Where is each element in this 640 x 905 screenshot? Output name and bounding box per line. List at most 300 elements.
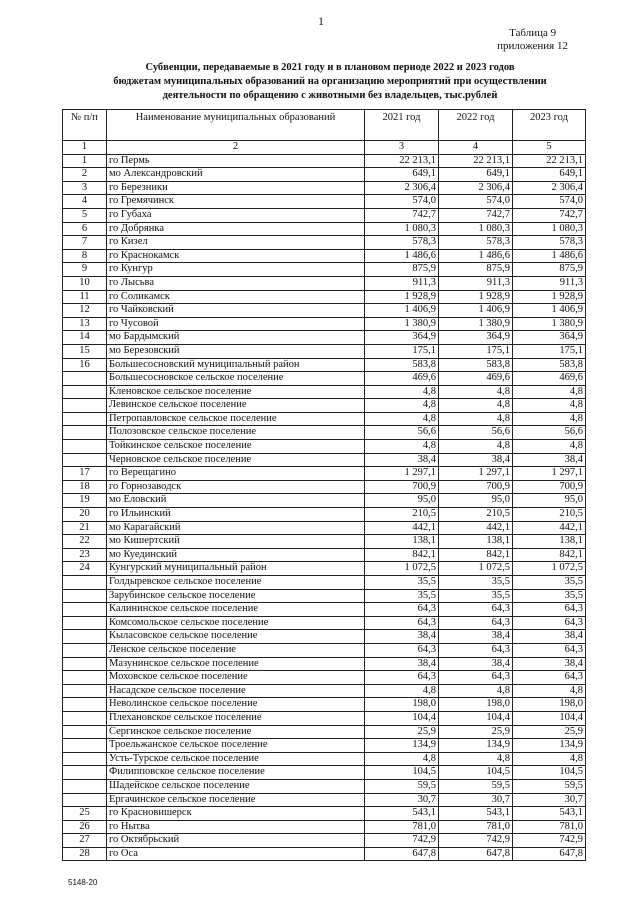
value-2023-cell: 95,0 <box>513 494 586 508</box>
value-2022-cell: 4,8 <box>439 412 513 426</box>
value-2021-cell: 2 306,4 <box>365 181 439 195</box>
value-2021-cell: 700,9 <box>365 480 439 494</box>
value-2022-cell: 1 406,9 <box>439 304 513 318</box>
municipality-name-cell: го Лысьва <box>107 276 365 290</box>
value-2022-cell: 578,3 <box>439 236 513 250</box>
value-2023-cell: 25,9 <box>513 725 586 739</box>
value-2022-cell: 38,4 <box>439 630 513 644</box>
municipality-name-cell: мо Бардымский <box>107 331 365 345</box>
table-row <box>63 603 586 617</box>
value-2022-cell: 4,8 <box>439 684 513 698</box>
value-2021-cell: 911,3 <box>365 276 439 290</box>
value-2023-cell: 198,0 <box>513 698 586 712</box>
row-number-cell <box>63 589 107 603</box>
row-number-cell: 11 <box>63 290 107 304</box>
row-number-cell <box>63 385 107 399</box>
value-2023-cell: 134,9 <box>513 739 586 753</box>
value-2022-cell: 35,5 <box>439 589 513 603</box>
value-2023-cell: 469,6 <box>513 372 586 386</box>
value-2022-cell: 574,0 <box>439 195 513 209</box>
table-row <box>63 453 586 467</box>
value-2022-cell: 1 072,5 <box>439 562 513 576</box>
value-2023-cell: 1 080,3 <box>513 222 586 236</box>
value-2023-cell: 22 213,1 <box>513 154 586 168</box>
table-row <box>63 385 586 399</box>
value-2021-cell: 59,5 <box>365 779 439 793</box>
value-2023-cell: 4,8 <box>513 684 586 698</box>
municipality-name-cell: мо Александровский <box>107 168 365 182</box>
value-2023-cell: 35,5 <box>513 576 586 590</box>
value-2021-cell: 442,1 <box>365 521 439 535</box>
table-row <box>63 236 586 250</box>
value-2022-cell: 56,6 <box>439 426 513 440</box>
row-number-cell <box>63 630 107 644</box>
municipality-name-cell: Усть-Турское сельское поселение <box>107 752 365 766</box>
value-2021-cell: 38,4 <box>365 657 439 671</box>
table-row <box>63 684 586 698</box>
value-2021-cell: 64,3 <box>365 671 439 685</box>
value-2022-cell: 649,1 <box>439 168 513 182</box>
municipality-name-cell: го Кизел <box>107 236 365 250</box>
municipality-name-cell: Ергачинское сельское поселение <box>107 793 365 807</box>
table-row <box>63 807 586 821</box>
value-2021-cell: 22 213,1 <box>365 154 439 168</box>
value-2023-cell: 442,1 <box>513 521 586 535</box>
table-row <box>63 739 586 753</box>
municipality-name-cell: мо Кишертский <box>107 535 365 549</box>
table-row <box>63 154 586 168</box>
value-2021-cell: 647,8 <box>365 847 439 861</box>
appendix-label: приложения 12 <box>497 40 568 52</box>
municipality-name-cell: Мазунинское сельское поселение <box>107 657 365 671</box>
value-2023-cell: 175,1 <box>513 344 586 358</box>
row-number-cell <box>63 711 107 725</box>
value-2023-cell: 4,8 <box>513 385 586 399</box>
value-2021-cell: 198,0 <box>365 698 439 712</box>
row-number-cell: 16 <box>63 358 107 372</box>
table-row <box>63 467 586 481</box>
table-row <box>63 344 586 358</box>
value-2023-cell: 911,3 <box>513 276 586 290</box>
value-2022-cell: 364,9 <box>439 331 513 345</box>
value-2023-cell: 1 072,5 <box>513 562 586 576</box>
municipality-name-cell: го Верещагино <box>107 467 365 481</box>
table-row <box>63 208 586 222</box>
table-row <box>63 548 586 562</box>
table-row <box>63 168 586 182</box>
row-number-cell <box>63 616 107 630</box>
value-2023-cell: 1 486,6 <box>513 249 586 263</box>
value-2022-cell: 38,4 <box>439 453 513 467</box>
row-number-cell: 26 <box>63 820 107 834</box>
column-number: 2 <box>107 141 365 155</box>
table-row <box>63 711 586 725</box>
value-2022-cell: 38,4 <box>439 657 513 671</box>
row-number-cell: 7 <box>63 236 107 250</box>
value-2021-cell: 1 928,9 <box>365 290 439 304</box>
table-header-row <box>63 110 586 141</box>
value-2022-cell: 64,3 <box>439 616 513 630</box>
value-2023-cell: 578,3 <box>513 236 586 250</box>
value-2023-cell: 56,6 <box>513 426 586 440</box>
value-2021-cell: 38,4 <box>365 630 439 644</box>
value-2021-cell: 469,6 <box>365 372 439 386</box>
value-2021-cell: 1 486,6 <box>365 249 439 263</box>
column-number: 3 <box>365 141 439 155</box>
municipality-name-cell: го Красновишерск <box>107 807 365 821</box>
value-2021-cell: 38,4 <box>365 453 439 467</box>
table-row <box>63 480 586 494</box>
table-row <box>63 276 586 290</box>
column-number: 4 <box>439 141 513 155</box>
value-2023-cell: 38,4 <box>513 657 586 671</box>
value-2021-cell: 364,9 <box>365 331 439 345</box>
value-2023-cell: 742,7 <box>513 208 586 222</box>
value-2022-cell: 30,7 <box>439 793 513 807</box>
subsidies-table <box>62 109 586 861</box>
value-2022-cell: 742,7 <box>439 208 513 222</box>
value-2023-cell: 649,1 <box>513 168 586 182</box>
row-number-cell: 23 <box>63 548 107 562</box>
value-2021-cell: 64,3 <box>365 616 439 630</box>
row-number-cell <box>63 779 107 793</box>
table-row <box>63 657 586 671</box>
value-2021-cell: 742,7 <box>365 208 439 222</box>
municipality-name-cell: Неволинское сельское поселение <box>107 698 365 712</box>
value-2022-cell: 35,5 <box>439 576 513 590</box>
table-row <box>63 834 586 848</box>
value-2023-cell: 35,5 <box>513 589 586 603</box>
municipality-name-cell: Ленское сельское поселение <box>107 643 365 657</box>
table-row <box>63 181 586 195</box>
row-number-cell <box>63 684 107 698</box>
row-number-cell: 20 <box>63 508 107 522</box>
municipality-name-cell: Насадское сельское поселение <box>107 684 365 698</box>
row-number-cell <box>63 725 107 739</box>
table-row <box>63 195 586 209</box>
table-row <box>63 576 586 590</box>
value-2021-cell: 875,9 <box>365 263 439 277</box>
value-2023-cell: 4,8 <box>513 440 586 454</box>
municipality-name-cell: Кыласовское сельское поселение <box>107 630 365 644</box>
value-2021-cell: 138,1 <box>365 535 439 549</box>
row-number-cell: 3 <box>63 181 107 195</box>
municipality-name-cell: мо Еловский <box>107 494 365 508</box>
value-2021-cell: 4,8 <box>365 412 439 426</box>
value-2023-cell: 1 928,9 <box>513 290 586 304</box>
row-number-cell <box>63 453 107 467</box>
value-2021-cell: 578,3 <box>365 236 439 250</box>
value-2023-cell: 38,4 <box>513 630 586 644</box>
column-number: 5 <box>513 141 586 155</box>
row-number-cell: 13 <box>63 317 107 331</box>
value-2021-cell: 104,4 <box>365 711 439 725</box>
value-2023-cell: 543,1 <box>513 807 586 821</box>
value-2023-cell: 210,5 <box>513 508 586 522</box>
value-2021-cell: 1 072,5 <box>365 562 439 576</box>
value-2022-cell: 104,5 <box>439 766 513 780</box>
value-2021-cell: 35,5 <box>365 589 439 603</box>
value-2023-cell: 59,5 <box>513 779 586 793</box>
municipality-name-cell: го Краснокамск <box>107 249 365 263</box>
row-number-cell: 5 <box>63 208 107 222</box>
value-2021-cell: 25,9 <box>365 725 439 739</box>
table-row <box>63 643 586 657</box>
row-number-cell <box>63 671 107 685</box>
value-2022-cell: 104,4 <box>439 711 513 725</box>
value-2022-cell: 742,9 <box>439 834 513 848</box>
value-2021-cell: 95,0 <box>365 494 439 508</box>
value-2021-cell: 104,5 <box>365 766 439 780</box>
table-row <box>63 508 586 522</box>
municipality-name-cell: го Горнозаводск <box>107 480 365 494</box>
value-2023-cell: 64,3 <box>513 616 586 630</box>
value-2022-cell: 1 297,1 <box>439 467 513 481</box>
value-2021-cell: 210,5 <box>365 508 439 522</box>
row-number-cell: 21 <box>63 521 107 535</box>
value-2022-cell: 95,0 <box>439 494 513 508</box>
value-2022-cell: 22 213,1 <box>439 154 513 168</box>
value-2022-cell: 583,8 <box>439 358 513 372</box>
row-number-cell <box>63 766 107 780</box>
column-header-no: № п/п <box>63 110 107 141</box>
value-2021-cell: 64,3 <box>365 603 439 617</box>
column-header-2021: 2021 год <box>365 110 439 141</box>
value-2021-cell: 1 406,9 <box>365 304 439 318</box>
row-number-cell <box>63 372 107 386</box>
row-number-cell: 6 <box>63 222 107 236</box>
municipality-name-cell: Комсомольское сельское поселение <box>107 616 365 630</box>
value-2022-cell: 134,9 <box>439 739 513 753</box>
value-2022-cell: 210,5 <box>439 508 513 522</box>
municipality-name-cell: мо Куединский <box>107 548 365 562</box>
value-2022-cell: 2 306,4 <box>439 181 513 195</box>
value-2022-cell: 700,9 <box>439 480 513 494</box>
table-row <box>63 521 586 535</box>
table-row <box>63 616 586 630</box>
table-row <box>63 562 586 576</box>
value-2022-cell: 64,3 <box>439 671 513 685</box>
municipality-name-cell: Кленовское сельское поселение <box>107 385 365 399</box>
municipality-name-cell: Калининское сельское поселение <box>107 603 365 617</box>
value-2023-cell: 875,9 <box>513 263 586 277</box>
value-2022-cell: 138,1 <box>439 535 513 549</box>
row-number-cell <box>63 399 107 413</box>
value-2022-cell: 25,9 <box>439 725 513 739</box>
value-2022-cell: 4,8 <box>439 752 513 766</box>
value-2021-cell: 4,8 <box>365 752 439 766</box>
municipality-name-cell: го Октябрьский <box>107 834 365 848</box>
document-title <box>70 61 590 103</box>
value-2021-cell: 4,8 <box>365 440 439 454</box>
municipality-name-cell: Черновское сельское поселение <box>107 453 365 467</box>
municipality-name-cell: го Пермь <box>107 154 365 168</box>
municipality-name-cell: Тойкинское сельское поселение <box>107 440 365 454</box>
row-number-cell: 9 <box>63 263 107 277</box>
value-2021-cell: 175,1 <box>365 344 439 358</box>
municipality-name-cell: Филипповское сельское поселение <box>107 766 365 780</box>
value-2022-cell: 4,8 <box>439 440 513 454</box>
table-row <box>63 399 586 413</box>
title-line-1: Субвенции, передаваемые в 2021 году и в плановом периоде 2022 и 2023 годов <box>145 62 515 73</box>
value-2022-cell: 4,8 <box>439 399 513 413</box>
value-2021-cell: 30,7 <box>365 793 439 807</box>
table-row <box>63 290 586 304</box>
table-row <box>63 494 586 508</box>
table-row <box>63 372 586 386</box>
value-2021-cell: 4,8 <box>365 385 439 399</box>
value-2023-cell: 781,0 <box>513 820 586 834</box>
value-2021-cell: 4,8 <box>365 399 439 413</box>
value-2021-cell: 842,1 <box>365 548 439 562</box>
table-label: Таблица 9 <box>509 27 557 39</box>
municipality-name-cell: Троельжанское сельское поселение <box>107 739 365 753</box>
value-2021-cell: 543,1 <box>365 807 439 821</box>
value-2021-cell: 781,0 <box>365 820 439 834</box>
row-number-cell: 27 <box>63 834 107 848</box>
table-row <box>63 426 586 440</box>
title-line-2: бюджетам муниципальных образований на организацию мероприятий при осуществлении <box>113 76 547 87</box>
municipality-name-cell: го Ильинский <box>107 508 365 522</box>
row-number-cell: 17 <box>63 467 107 481</box>
value-2021-cell: 1 080,3 <box>365 222 439 236</box>
row-number-cell <box>63 576 107 590</box>
column-header-name: Наименование муниципальных образований <box>107 110 365 141</box>
row-number-cell: 25 <box>63 807 107 821</box>
row-number-cell: 28 <box>63 847 107 861</box>
table-row <box>63 222 586 236</box>
row-number-cell <box>63 739 107 753</box>
table-row <box>63 412 586 426</box>
value-2021-cell: 742,9 <box>365 834 439 848</box>
municipality-name-cell: го Добрянка <box>107 222 365 236</box>
table-row <box>63 752 586 766</box>
table-caption <box>497 27 568 53</box>
table-row <box>63 317 586 331</box>
value-2022-cell: 1 380,9 <box>439 317 513 331</box>
municipality-name-cell: Зарубинское сельское поселение <box>107 589 365 603</box>
value-2023-cell: 2 306,4 <box>513 181 586 195</box>
municipality-name-cell: Большесосновское сельское поселение <box>107 372 365 386</box>
value-2023-cell: 138,1 <box>513 535 586 549</box>
value-2022-cell: 442,1 <box>439 521 513 535</box>
value-2022-cell: 1 080,3 <box>439 222 513 236</box>
column-numbers-row <box>63 141 586 155</box>
value-2021-cell: 134,9 <box>365 739 439 753</box>
value-2021-cell: 35,5 <box>365 576 439 590</box>
value-2022-cell: 1 486,6 <box>439 249 513 263</box>
municipality-name-cell: Плехановское сельское поселение <box>107 711 365 725</box>
municipality-name-cell: го Кунгур <box>107 263 365 277</box>
value-2022-cell: 175,1 <box>439 344 513 358</box>
value-2022-cell: 59,5 <box>439 779 513 793</box>
value-2023-cell: 4,8 <box>513 399 586 413</box>
row-number-cell <box>63 657 107 671</box>
value-2023-cell: 1 406,9 <box>513 304 586 318</box>
municipality-name-cell: го Оса <box>107 847 365 861</box>
table-row <box>63 331 586 345</box>
table-row <box>63 630 586 644</box>
row-number-cell: 4 <box>63 195 107 209</box>
municipality-name-cell: Левинское сельское поселение <box>107 399 365 413</box>
table-row <box>63 358 586 372</box>
value-2023-cell: 38,4 <box>513 453 586 467</box>
value-2023-cell: 30,7 <box>513 793 586 807</box>
municipality-name-cell: го Соликамск <box>107 290 365 304</box>
row-number-cell <box>63 412 107 426</box>
row-number-cell <box>63 698 107 712</box>
table-row <box>63 725 586 739</box>
value-2023-cell: 1 297,1 <box>513 467 586 481</box>
row-number-cell: 1 <box>63 154 107 168</box>
municipality-name-cell: го Нытва <box>107 820 365 834</box>
row-number-cell: 19 <box>63 494 107 508</box>
value-2022-cell: 911,3 <box>439 276 513 290</box>
value-2022-cell: 64,3 <box>439 603 513 617</box>
value-2022-cell: 842,1 <box>439 548 513 562</box>
value-2022-cell: 875,9 <box>439 263 513 277</box>
row-number-cell <box>63 752 107 766</box>
municipality-name-cell: Сергинское сельское поселение <box>107 725 365 739</box>
table-row <box>63 671 586 685</box>
value-2022-cell: 543,1 <box>439 807 513 821</box>
value-2021-cell: 574,0 <box>365 195 439 209</box>
table-row <box>63 589 586 603</box>
municipality-name-cell: мо Карагайский <box>107 521 365 535</box>
value-2023-cell: 574,0 <box>513 195 586 209</box>
value-2021-cell: 64,3 <box>365 643 439 657</box>
value-2021-cell: 56,6 <box>365 426 439 440</box>
value-2023-cell: 364,9 <box>513 331 586 345</box>
value-2023-cell: 64,3 <box>513 603 586 617</box>
municipality-name-cell: Большесосновский муниципальный район <box>107 358 365 372</box>
value-2023-cell: 64,3 <box>513 671 586 685</box>
value-2023-cell: 4,8 <box>513 752 586 766</box>
table-body <box>63 154 586 861</box>
value-2022-cell: 781,0 <box>439 820 513 834</box>
table-row <box>63 847 586 861</box>
title-line-3: деятельности по обращению с животными без владельцев, тыс.рублей <box>162 90 498 101</box>
value-2022-cell: 1 928,9 <box>439 290 513 304</box>
municipality-name-cell: Кунгурский муниципальный район <box>107 562 365 576</box>
row-number-cell: 8 <box>63 249 107 263</box>
table-row <box>63 779 586 793</box>
value-2021-cell: 649,1 <box>365 168 439 182</box>
value-2023-cell: 104,4 <box>513 711 586 725</box>
municipality-name-cell: мо Березовский <box>107 344 365 358</box>
row-number-cell: 10 <box>63 276 107 290</box>
row-number-cell: 12 <box>63 304 107 318</box>
value-2021-cell: 4,8 <box>365 684 439 698</box>
municipality-name-cell: Полозовское сельское поселение <box>107 426 365 440</box>
value-2023-cell: 64,3 <box>513 643 586 657</box>
row-number-cell: 14 <box>63 331 107 345</box>
footer-code: 5148-20 <box>68 878 98 887</box>
table-row <box>63 698 586 712</box>
table-row <box>63 304 586 318</box>
value-2023-cell: 1 380,9 <box>513 317 586 331</box>
value-2023-cell: 4,8 <box>513 412 586 426</box>
row-number-cell <box>63 440 107 454</box>
municipality-name-cell: го Чусовой <box>107 317 365 331</box>
row-number-cell <box>63 643 107 657</box>
municipality-name-cell: го Березники <box>107 181 365 195</box>
table-row <box>63 766 586 780</box>
row-number-cell: 2 <box>63 168 107 182</box>
value-2022-cell: 469,6 <box>439 372 513 386</box>
value-2022-cell: 647,8 <box>439 847 513 861</box>
row-number-cell: 22 <box>63 535 107 549</box>
